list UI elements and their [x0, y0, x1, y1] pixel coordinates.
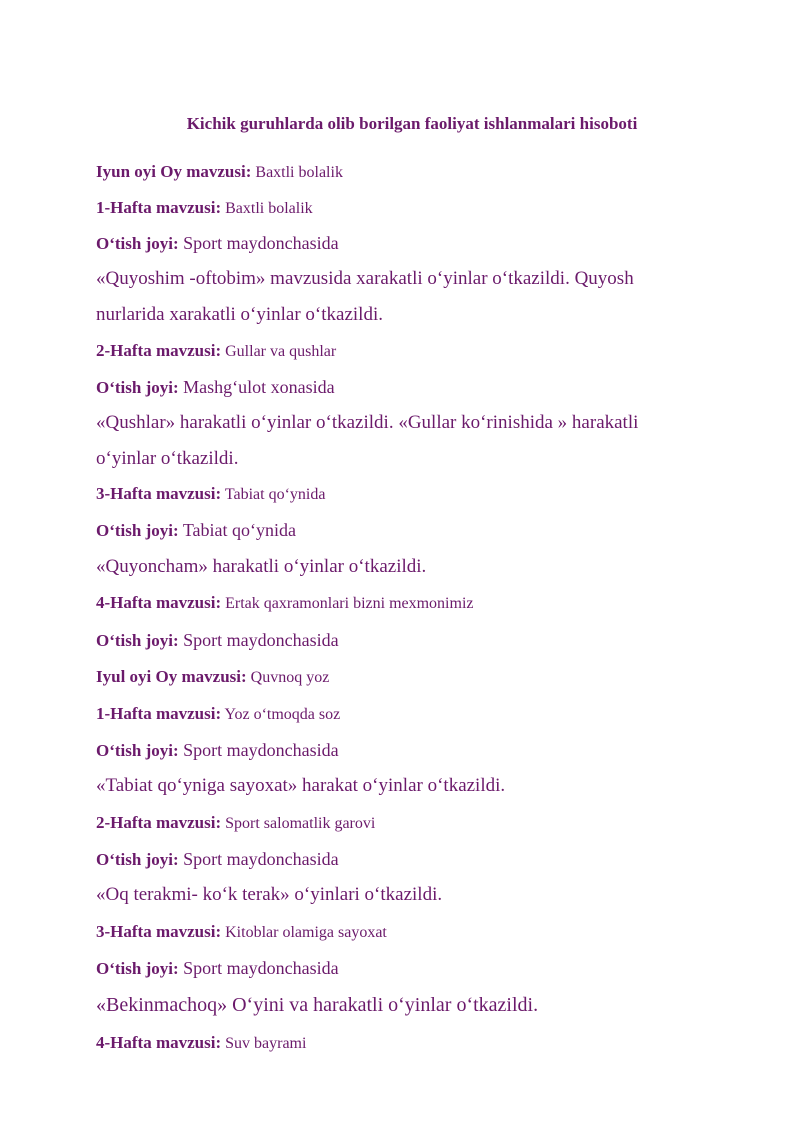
line-value: Quvnoq yoz — [246, 669, 330, 686]
document-title: Kichik guruhlarda olib borilgan faoliyat ishlanmalari hisoboti — [186, 114, 638, 133]
line-label: 3-Hafta mavzusi: — [96, 484, 222, 503]
location — [96, 629, 339, 653]
line-value: Sport maydonchasida — [178, 233, 339, 253]
location — [96, 519, 296, 543]
line-value: Baxtli bolalik — [221, 200, 313, 217]
location — [96, 376, 335, 400]
location — [96, 957, 339, 981]
line-value: Kitoblar olamiga sayoxat — [221, 924, 387, 941]
line-label: 2-Hafta mavzusi: — [96, 341, 222, 360]
paragraph-line: «Quyoshim -oftobim» mavzusida xarakatli o‘yinlar o‘tkazildi. Quyosh — [96, 268, 634, 289]
month-theme-july — [96, 666, 329, 689]
line-label: O‘tish joyi: — [96, 850, 179, 869]
location — [96, 848, 339, 872]
week-theme — [96, 1032, 306, 1055]
paragraph-line: nurlarida xarakatli o‘yinlar o‘tkazildi. — [96, 304, 383, 325]
line-value: Suv bayrami — [221, 1035, 307, 1052]
line-label: O‘tish joyi: — [96, 631, 179, 650]
line-value: Sport maydonchasida — [178, 740, 339, 760]
paragraph-line: «Qushlar» harakatli o‘yinlar o‘tkazildi. «Gullar ko‘rinishida » harakatli — [96, 412, 639, 433]
week-theme — [96, 921, 387, 944]
paragraph-line: «Bekinmachoq» O‘yini va harakatli o‘yinlar o‘tkazildi. — [96, 994, 539, 1016]
line-value: Mashg‘ulot xonasida — [178, 377, 335, 397]
line-value: Sport salomatlik garovi — [221, 815, 376, 832]
line-value: Sport maydonchasida — [178, 958, 339, 978]
line-label: O‘tish joyi: — [96, 741, 179, 760]
line-label: O‘tish joyi: — [96, 959, 179, 978]
month-theme-june — [96, 161, 343, 184]
week-theme — [96, 483, 325, 506]
line-label: 3-Hafta mavzusi: — [96, 922, 222, 941]
line-label: 1-Hafta mavzusi: — [96, 198, 222, 217]
line-label: O‘tish joyi: — [96, 521, 179, 540]
line-value: Sport maydonchasida — [178, 630, 339, 650]
line-label: O‘tish joyi: — [96, 234, 179, 253]
line-value: Yoz o‘tmoqda soz — [221, 706, 341, 723]
paragraph-line: «Oq terakmi- ko‘k terak» o‘yinlari o‘tkazildi. — [96, 884, 443, 905]
line-label: 2-Hafta mavzusi: — [96, 813, 222, 832]
paragraph-line: «Tabiat qo‘yniga sayoxat» harakat o‘yinlar o‘tkazildi. — [96, 775, 506, 796]
paragraph-line: o‘yinlar o‘tkazildi. — [96, 448, 239, 469]
line-value: Tabiat qo‘ynida — [221, 486, 326, 503]
line-value: Baxtli bolalik — [251, 164, 343, 181]
week-theme — [96, 340, 336, 363]
paragraph-line: «Quyoncham» harakatli o‘yinlar o‘tkazildi. — [96, 556, 427, 577]
line-label: O‘tish joyi: — [96, 378, 179, 397]
week-theme — [96, 592, 474, 615]
line-label: Iyul oyi Oy mavzusi: — [96, 667, 247, 686]
location — [96, 739, 339, 763]
line-value: Gullar va qushlar — [221, 343, 337, 360]
location — [96, 232, 339, 256]
week-theme — [96, 812, 375, 835]
line-value: Sport maydonchasida — [178, 849, 339, 869]
week-theme — [96, 197, 313, 220]
week-theme — [96, 703, 340, 726]
line-value: Ertak qaxramonlari bizni mexmonimiz — [221, 595, 474, 612]
line-label: 1-Hafta mavzusi: — [96, 704, 222, 723]
line-value: Tabiat qo‘ynida — [178, 520, 297, 540]
line-label: 4-Hafta mavzusi: — [96, 593, 222, 612]
line-label: Iyun oyi Oy mavzusi: — [96, 162, 252, 181]
line-label: 4-Hafta mavzusi: — [96, 1033, 222, 1052]
